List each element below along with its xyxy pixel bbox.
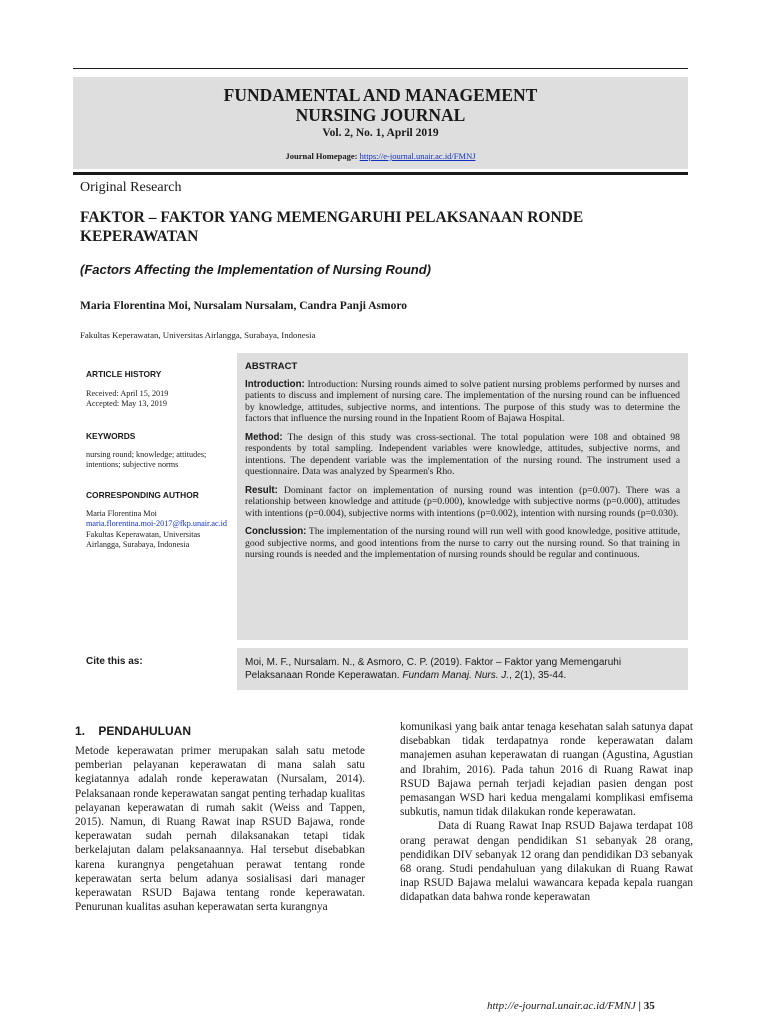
result-text: Dominant factor on implementation of nursing round was intention (p=0.007). There was a relationship between knowledge and attitude (p=0.000), knowledge with subjective norms (p=0.000), attitudes with intentions (p=0.004), subjective norms with intentions (p=0.002), intention with nursing rounds (p=0.030). — [245, 484, 680, 519]
article-affiliation: Fakultas Keperawatan, Universitas Airlangga, Surabaya, Indonesia — [80, 330, 316, 340]
body-paragraph: Data di Ruang Rawat Inap RSUD Bajawa terdapat 108 orang perawat dengan pendidikan S1 sebanyak 28 orang, pendidikan DIV sebanyak 12 orang dan pendidikan D3 sebanyak 68 orang. Studi pendahuluan yang dilakukan di Ruang Rawat inap RSUD Bajawa melalui wawancara kepada kepala ruangan didapatkan data bahwa ronde keperawatan — [400, 820, 693, 904]
homepage-label: Journal Homepage: — [285, 151, 360, 161]
cite-journal: Fundam Manaj. Nurs. J. — [402, 670, 510, 681]
page-number: | 35 — [635, 1000, 655, 1012]
journal-header — [73, 77, 688, 169]
footer-url: http://e-journal.unair.ac.id/FMNJ — [487, 1000, 636, 1012]
intro-text: Introduction: Nursing rounds aimed to solve patient nursing problems performed by nurses and patients to discuss and implement of nursing care. The implementation of the nursing round can be influenced by knowledge, attitudes, subjective norms, and intentions. The purpose of this study was to determine the factors that influence the nursing round in the Inpatient Room of Bajawa Hospital. — [245, 378, 680, 424]
body-column-left — [75, 744, 365, 914]
header-top-rule — [73, 68, 688, 69]
conclusion-label: Conclussion: — [245, 526, 307, 537]
journal-homepage — [73, 151, 688, 161]
method-text: The design of this study was cross-sectional. The total population were 108 and obtained 98 respondents by total sampling. Independent variables were knowledge, attitudes, subjective norms, and intentions. The dependent variable was the implementation of the nursing round. The instrument used a questionnaire. Data was analyzed by Spearmen's Rho. — [245, 431, 680, 477]
keywords-heading: KEYWORDS — [86, 431, 136, 441]
method-label: Method: — [245, 431, 283, 443]
homepage-link[interactable]: https://e-journal.unair.ac.id/FMNJ — [359, 151, 476, 161]
journal-volume: Vol. 2, No. 1, April 2019 — [322, 127, 439, 139]
abstract-conclusion — [245, 526, 680, 561]
keywords-list: nursing round; knowledge; attitudes; intentions; subjective norms — [86, 449, 207, 469]
conclusion-text: The implementation of the nursing round will run well with good knowledge, positive attitude, good subjective norms, and good intentions from the nurse to carry out the nursing round. So that training in nursing rounds is needed and the implementation of nursing rounds should be regular and continuous. — [245, 526, 680, 560]
cite-text-part2: , 2(1), 35-44. — [509, 670, 567, 681]
cite-label: Cite this as: — [86, 656, 143, 667]
corr-email-link[interactable]: maria.florentina.moi-2017@fkp.unair.ac.id — [86, 519, 227, 528]
abstract-result — [245, 485, 680, 520]
journal-title-line2: NURSING JOURNAL — [295, 105, 466, 125]
abstract-box — [237, 353, 688, 640]
received-date: Received: April 15, 2019 — [86, 388, 169, 398]
article-history — [86, 369, 232, 410]
body-column-right — [400, 720, 693, 905]
article-title: FAKTOR – FAKTOR YANG MEMENGARUHI PELAKSANAAN RONDE KEPERAWATAN — [80, 209, 584, 245]
result-label: Result: — [245, 484, 278, 496]
accepted-date: Accepted: May 13, 2019 — [86, 399, 167, 408]
article-type: Original Research — [80, 180, 182, 195]
page-footer — [487, 1000, 655, 1012]
corr-affiliation: Fakultas Keperawatan, Universitas Airlangga, Surabaya, Indonesia — [86, 529, 201, 549]
keywords-block — [86, 431, 232, 471]
section-heading: 1. PENDAHULUAN — [75, 724, 192, 738]
body-paragraph: komunikasi yang baik antar tenaga kesehatan salah satunya dapat disebabkan tidak terdapatnya ronde keperawatan dalam manajemen asuhan keperawatan di ruangan (Agustina, Agustian and Ibrahim, 2016). Pada tahun 2016 di Ruang Rawat inap RSUD Bajawa pernah terjadi kejadian pasien dengan post pemasangan WSD hari kedua mengalami komplikasi emfisema subkutis, namun tidak dilakukan ronde keperawatan. — [400, 721, 693, 819]
cite-text-part1: Moi, M. F., Nursalam. N., & Asmoro, C. P. (2019). Faktor – Faktor yang Memengaruhi Pelaksanaan Ronde Keperawatan. — [245, 657, 622, 681]
history-heading: ARTICLE HISTORY — [86, 369, 162, 379]
corresponding-author — [86, 490, 232, 551]
abstract-heading: ABSTRACT — [245, 361, 298, 372]
intro-label: Introduction: — [245, 378, 305, 390]
abstract-method — [245, 432, 680, 478]
body-paragraph: Metode keperawatan primer merupakan salah satu metode pemberian pelayanan keperawatan di mana salah satu kegiatannya adalah ronde keperawatan (Nursalam, 2014). Pelaksanaan ronde keperawatan sangat penting terhadap kualitas pelayanan keperawatan di rumah sakit (Weiss and Tappen, 2015). Namun, di Ruang Rawat inap RSUD Bajawa, ronde keperawatan sudah pernah dilaksanakan tetapi tidak berkelajutan dalam pelaksanaannya. Hal tersebut disebabkan karena kurangnya pengetahuan perawat tentang ronde keperawatan serta belum adanya sosialisasi dari manager keperawatan RSUD Bajawa tentang ronde keperawatan. Penurunan kualitas asuhan keperawatan serta kurangnya — [75, 745, 365, 914]
corr-name: Maria Florentina Moi — [86, 508, 157, 518]
header-bottom-bar — [73, 172, 688, 175]
abstract-introduction — [245, 379, 680, 425]
journal-title-line1: FUNDAMENTAL AND MANAGEMENT — [223, 85, 538, 105]
article-authors: Maria Florentina Moi, Nursalam Nursalam, Candra Panji Asmoro — [80, 300, 407, 312]
cite-text — [237, 648, 688, 690]
corresponding-heading: CORRESPONDING AUTHOR — [86, 490, 199, 500]
article-subtitle: (Factors Affecting the Implementation of Nursing Round) — [80, 262, 431, 277]
cite-box — [237, 648, 688, 690]
